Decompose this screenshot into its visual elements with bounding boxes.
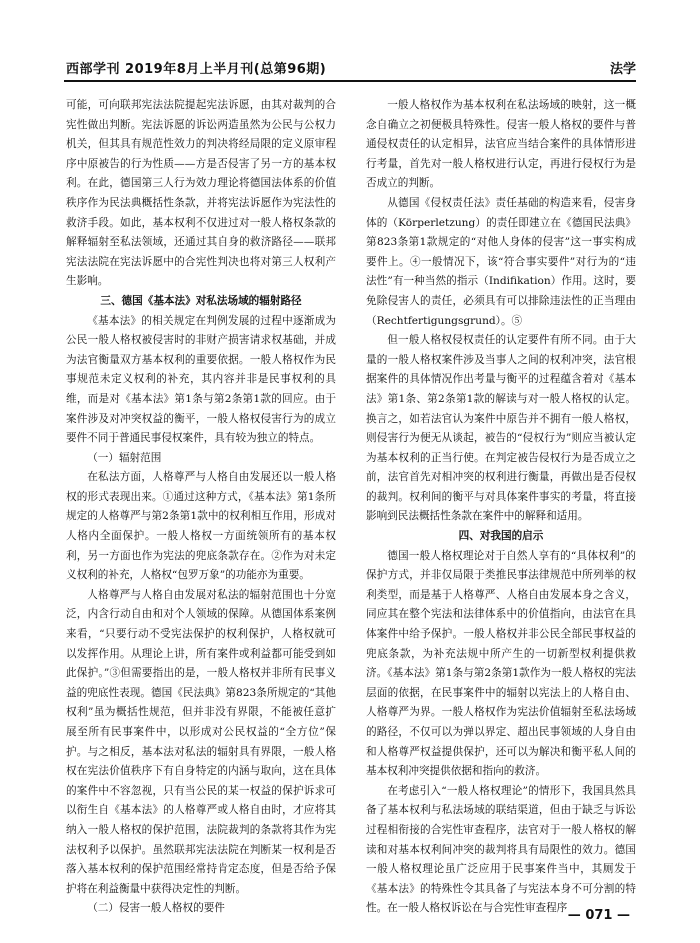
section-heading: 三、德国《基本法》对私法场域的辐射路径 — [100, 294, 302, 307]
paragraph: 在考虑引入“一般人格权理论”的情形下，我国具然具备了基本权利与私法场域的联结渠道，但由于缺乏与诉讼过程相衔接的合宪性审查程序，法官对于一般人格权的解读和对基本权利间冲突的裁判将具有局限性的效力。德国一般人格权理论虽广泛应用于民事案件当中，其厕发于《基本法》的特殊性令其具备了与宪法本身不可分割的特性。在一般人格权诉讼在与合宪性审查程序 — [366, 784, 636, 915]
section-heading: 四、对我国的启示 — [458, 530, 544, 543]
paragraph: 人格尊严与人格自由发展对私法的辐射范围也十分宽泛，内含行动自由和对个人领域的保障。从德国体系案例来看，“只要行动不受宪法保护的权利保护，人格权就可以发挥作用。从理论上讲，所有案件或利益都可能受到如此保护。”③但需要指出的是，一般人格权并非所有民事义益的兜底性表现。德国《民法典》第823条所规定的“其他权利”虽为概括性规范，但并非没有界限，不能被任意扩展至所有民事案件中，以形成对公民权益的“全方位”保护。与之相反，基本法对私法的辐射具有界限，一般人格权在宪法价值秩序下有自身特定的内涵与取向，这在具体的案件中不容忽视，只有当公民的某一权益的保护诉求可以衔生自《基本法》的人格尊严或人格自由时，才应将其纳入一般人格权的保护范围，法院裁判的条款将其作为宪法权利予以保护。虽然联邦宪法法院在判断某一权利是否落入基本权利的保护范围经常持肯定态度，但是否给予保护将在利益衡量中获得决定性的判断。 — [66, 588, 336, 895]
subsection-heading: （二）侵害一般人格权的要件 — [87, 902, 225, 915]
paragraph: 《基本法》的相关规定在判例发展的过程中逐渐成为公民一般人格权被侵害时的非财产损害请求权基础，并成为法官衡量双方基本权利的重要依据。一般人格权作为民事规范未定义权利的补充，其内容并非是民事权利的具维，而是对《基本法》第1条与第2条第1款的回应。由于案件涉及对冲突权益的衡平，一般人格权侵害行为的成立要件不同于普通民事侵权案件，具有较为独立的特点。 — [66, 314, 336, 445]
section-label: 法学 — [609, 62, 636, 77]
left-column — [66, 96, 336, 919]
journal-header: 西部学刊 2019年8月上半月刊(总第96期) — [66, 62, 327, 77]
paragraph: 在私法方面，人格尊严与人格自由发展还以一般人格权的形式表现出来。①通过这种方式，《基本法》第1条所规定的人格尊严与第2条第1款中的权利相互作用，形成对人格内全面保护。一般人格权一方面统领所有的基本权利，另一方面也作为宪法的兜底条款存在。②作为对未定义权利的补充，人格权“包罗万象”的功能亦为重要。 — [66, 471, 336, 582]
header-divider — [64, 80, 636, 82]
paragraph: 但一般人格权侵权责任的认定要件有所不同。由于大量的一般人格权案件涉及当事人之间的权利冲突，法官根据案件的具体情况作出考量与衡平的过程蕴含着对《基本法》第1条、第2条第1款的解读与对一般人格权的认定。换言之，如若法官认为案件中原告并不拥有一般人格权，则侵害行为便无从谈起，被告的“侵权行为”则应当被认定为基本权利的正当行使。在判定被告侵权行为是否成立之前，法官首先对相冲突的权利进行衡量，再做出是否侵权的裁判。权利间的衡平与对具体案件事实的考量，将直接影响到民法概括性条款在案件中的解释和适用。 — [366, 334, 636, 523]
paragraph: 从德国《侵权责任法》责任基础的构造来看，侵害身体的（Körperletzung）的责任即建立在《德国民法典》第823条第1款规定的“对他人身体的侵害”这一事实构成要件上。④一般情况下，该“符合事实要件”对行为的“违法性”有一种当然的指示（Indifikation）作用。这时，要免除侵害人的责任，必须具有可以排除违法性的正当理由（Rechtfertigungsgrund）。⑤ — [366, 196, 636, 327]
right-column — [366, 96, 636, 919]
page-number: — 071 — — [567, 908, 630, 923]
paragraph: 德国一般人格权理论对于自然人享有的“具体权利”的保护方式，并非仅局限于类推民事法律规范中所列举的权利类型，而是基于人格尊严、人格自由发展本身之含义，同应其在整个宪法和法律体系中的价值指向，由法官在具体案件中给予保护。一般人格权并非公民全部民事权益的兜底条款，为补充法规中所产生的一切新型权利提供救济。《基本法》第1条与第2条第1款作为一般人格权的宪法层面的依据，在民事案件中的辐射以宪法上的人格自由、人格尊严为界。一般人格权作为宪法价值辐射至私法场域的路径，不仅可以为弹以界定、超出民事领域的人身自由和人格尊严权益提供保护，还可以为解决和衡平私人间的基本权利冲突提供依据和指向的救济。 — [366, 549, 636, 778]
paragraph: 可能，可向联邦宪法法院提起宪法诉愿，由其对裁判的合宪性做出判断。宪法诉愿的诉讼两造虽然为公民与公权力机关，但其具有规范性效力的判决将经局限的定义原审程序中原被告的行为性质——方是否侵害了另一方的基本权利。在此，德国第三人行为效力理论将德国法体系的价值秩序作为民法典概括性条款，并将宪法诉愿作为宪法性的救济手段。如此，基本权利不仅进过对一般人格权条款的解释辐射至私法领域，还通过其自身的救济路径——联邦宪法法院在宪法诉愿中的合宪性判决也将对第三人权利产生影响。 — [66, 99, 336, 288]
paragraph: 一般人格权作为基本权利在私法场域的映射，这一概念自确立之初便极具特殊性。侵害一般人格权的要件与普通侵权责任的认定相异，法官应当结合案件的具体情形进行考量，首先对一般人格权进行认定，再进行侵权行为是否成立的判断。 — [366, 99, 636, 190]
subsection-heading: （一）辐射范围 — [87, 451, 162, 464]
